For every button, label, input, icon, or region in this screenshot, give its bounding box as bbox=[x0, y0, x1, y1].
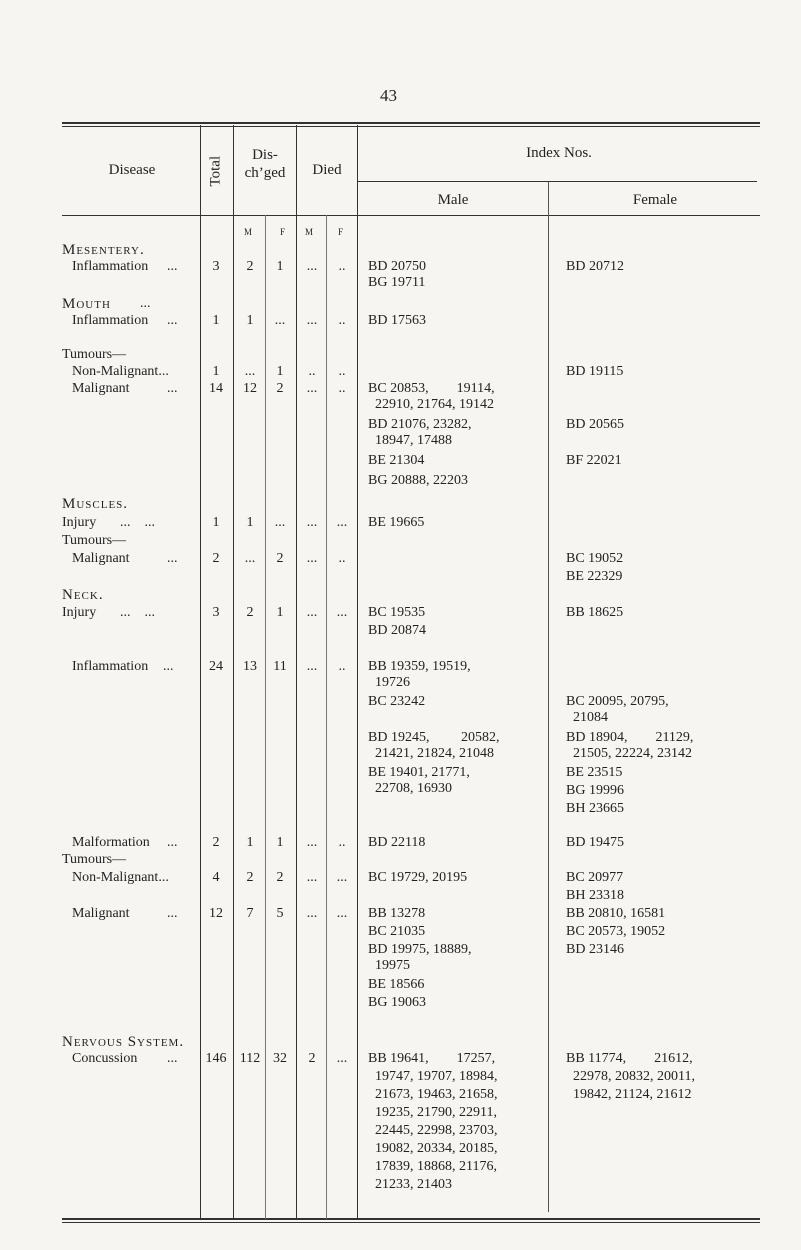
header-male: Male bbox=[437, 192, 469, 208]
female-index: 22978, 20832, 20011, bbox=[566, 1069, 695, 1084]
discharged-male: 2 bbox=[246, 870, 254, 885]
male-index: 22445, 22998, 23703, bbox=[368, 1123, 498, 1138]
male-index: BD 20874 bbox=[368, 623, 426, 638]
male-index: BD 17563 bbox=[368, 313, 426, 328]
died-male: ... bbox=[306, 906, 318, 921]
female-index: BG 19996 bbox=[566, 783, 624, 798]
died-female: ... bbox=[336, 870, 348, 885]
disease-label: Inflammation bbox=[72, 313, 149, 328]
dots: ... bbox=[140, 296, 151, 311]
total-value: 3 bbox=[212, 605, 220, 620]
total-value: 3 bbox=[212, 259, 220, 274]
sub-m: M bbox=[305, 227, 315, 237]
header-female: Female bbox=[632, 192, 678, 208]
discharged-male: 7 bbox=[246, 906, 254, 921]
died-female: .. bbox=[338, 381, 346, 396]
discharged-female: ... bbox=[274, 515, 286, 530]
discharged-female: 32 bbox=[273, 1051, 287, 1066]
female-index: BD 20712 bbox=[566, 259, 624, 274]
disease-label: Malignant bbox=[72, 906, 130, 921]
female-index: BD 23146 bbox=[566, 942, 624, 957]
discharged-female: 1 bbox=[276, 835, 284, 850]
total-value: 4 bbox=[212, 870, 220, 885]
sub-f: F bbox=[280, 227, 287, 237]
section-label: Mouth bbox=[62, 296, 111, 312]
female-index: BB 11774, 21612, bbox=[566, 1051, 693, 1066]
index-subrule bbox=[357, 181, 757, 182]
total-value: 12 bbox=[209, 906, 223, 921]
female-index: BB 20810, 16581 bbox=[566, 906, 666, 921]
male-index: BC 20853, 19114, bbox=[368, 381, 495, 396]
section-label: Neck. bbox=[62, 587, 104, 603]
male-index: BD 20750 bbox=[368, 259, 426, 274]
died-male: ... bbox=[306, 259, 318, 274]
dots: ... bbox=[167, 259, 178, 274]
died-male: ... bbox=[306, 551, 318, 566]
discharged-female: 11 bbox=[273, 659, 287, 674]
male-index: 17839, 18868, 21176, bbox=[368, 1159, 497, 1174]
total-value: 14 bbox=[209, 381, 223, 396]
discharged-female: 1 bbox=[276, 364, 284, 379]
header-total: Total bbox=[207, 155, 224, 187]
male-index: 21421, 21824, 21048 bbox=[368, 746, 494, 761]
died-female: .. bbox=[338, 835, 346, 850]
died-male: ... bbox=[306, 381, 318, 396]
female-index: BD 19475 bbox=[566, 835, 624, 850]
female-index: 19842, 21124, 21612 bbox=[566, 1087, 692, 1102]
male-index: BG 20888, 22203 bbox=[368, 473, 468, 488]
dots: ... bbox=[167, 551, 178, 566]
section-label: Nervous System. bbox=[62, 1034, 185, 1050]
male-index: 22910, 21764, 19142 bbox=[368, 397, 494, 412]
died-male: ... bbox=[306, 870, 318, 885]
disease-label: Non-Malignant... bbox=[72, 870, 169, 885]
group-label: Tumours— bbox=[62, 852, 127, 867]
page-number: 43 bbox=[380, 86, 397, 105]
female-index: BC 20095, 20795, bbox=[566, 694, 669, 709]
male-index: BE 21304 bbox=[368, 453, 425, 468]
discharged-male: 1 bbox=[246, 835, 254, 850]
died-female: .. bbox=[338, 259, 346, 274]
header-rule bbox=[62, 215, 760, 216]
header-discharged: Dis- ch’ged bbox=[244, 147, 286, 181]
female-index: 21084 bbox=[566, 710, 608, 725]
total-value: 24 bbox=[209, 659, 223, 674]
dots: ... bbox=[163, 659, 174, 674]
male-index: BB 13278 bbox=[368, 906, 426, 921]
discharged-female: 1 bbox=[276, 259, 284, 274]
dots: ... bbox=[167, 381, 178, 396]
male-index: BE 18566 bbox=[368, 977, 425, 992]
top-rule-thin bbox=[62, 126, 760, 127]
dots: ... bbox=[167, 313, 178, 328]
sub-f: F bbox=[338, 227, 345, 237]
discharged-male: 2 bbox=[246, 259, 254, 274]
male-index: BB 19641, 17257, bbox=[368, 1051, 496, 1066]
died-male: ... bbox=[306, 659, 318, 674]
sub-m: M bbox=[244, 227, 254, 237]
header-index: Index Nos. bbox=[526, 145, 592, 161]
male-index: 19726 bbox=[368, 675, 410, 690]
died-female: ... bbox=[336, 515, 348, 530]
female-index: BC 19052 bbox=[566, 551, 624, 566]
discharged-male: 13 bbox=[243, 659, 257, 674]
disease-label: Malignant bbox=[72, 381, 130, 396]
header-died: Died bbox=[312, 162, 342, 178]
bottom-rule bbox=[62, 1218, 760, 1220]
female-index: BD 18904, 21129, bbox=[566, 730, 694, 745]
male-index: 19082, 20334, 20185, bbox=[368, 1141, 498, 1156]
col-divider bbox=[233, 125, 234, 1219]
died-male: ... bbox=[306, 835, 318, 850]
section-label: Muscles. bbox=[62, 496, 129, 512]
discharged-male: 12 bbox=[243, 381, 257, 396]
male-index: BG 19711 bbox=[368, 275, 426, 290]
female-index: BB 18625 bbox=[566, 605, 624, 620]
group-label: Tumours— bbox=[62, 533, 127, 548]
col-divider-sex bbox=[548, 182, 549, 1212]
male-index: BB 19359, 19519, bbox=[368, 659, 471, 674]
died-female: .. bbox=[338, 551, 346, 566]
died-male: ... bbox=[306, 605, 318, 620]
male-index: 21233, 21403 bbox=[368, 1177, 452, 1192]
male-index: BD 21076, 23282, bbox=[368, 417, 472, 432]
female-index: BD 20565 bbox=[566, 417, 624, 432]
male-index: BC 21035 bbox=[368, 924, 426, 939]
bottom-rule-thin bbox=[62, 1222, 760, 1223]
discharged-male: 1 bbox=[246, 515, 254, 530]
discharged-male: ... bbox=[244, 364, 256, 379]
died-male: ... bbox=[306, 313, 318, 328]
male-index: BC 19729, 20195 bbox=[368, 870, 468, 885]
total-value: 2 bbox=[212, 551, 220, 566]
male-index: BE 19401, 21771, bbox=[368, 765, 470, 780]
dots: ... bbox=[167, 906, 178, 921]
male-index: BC 19535 bbox=[368, 605, 426, 620]
disease-label: Concussion bbox=[72, 1051, 138, 1066]
female-index: BH 23318 bbox=[566, 888, 624, 903]
male-index: 21673, 19463, 21658, bbox=[368, 1087, 498, 1102]
female-index: 21505, 22224, 23142 bbox=[566, 746, 692, 761]
male-index: BC 23242 bbox=[368, 694, 426, 709]
female-index: BH 23665 bbox=[566, 801, 624, 816]
total-value: 146 bbox=[205, 1051, 227, 1066]
discharged-male: 2 bbox=[246, 605, 254, 620]
disease-label: Malformation bbox=[72, 835, 150, 850]
section-label: Mesentery. bbox=[62, 242, 145, 258]
female-index: BD 19115 bbox=[566, 364, 624, 379]
disease-label: Injury bbox=[62, 605, 97, 620]
female-index: BE 23515 bbox=[566, 765, 623, 780]
male-index: 22708, 16930 bbox=[368, 781, 452, 796]
discharged-female: 1 bbox=[276, 605, 284, 620]
died-female: ... bbox=[336, 605, 348, 620]
male-index: 19975 bbox=[368, 958, 410, 973]
disease-label: Malignant bbox=[72, 551, 130, 566]
dots: ... bbox=[167, 835, 178, 850]
discharged-female: 2 bbox=[276, 381, 284, 396]
group-label: Tumours— bbox=[62, 347, 127, 362]
died-male: .. bbox=[308, 364, 316, 379]
male-index: BD 19975, 18889, bbox=[368, 942, 472, 957]
col-divider bbox=[357, 125, 358, 1219]
disease-label: Injury bbox=[62, 515, 97, 530]
died-male: 2 bbox=[308, 1051, 316, 1066]
top-rule bbox=[62, 122, 760, 124]
male-index: 19235, 21790, 22911, bbox=[368, 1105, 497, 1120]
discharged-female: 2 bbox=[276, 870, 284, 885]
total-value: 1 bbox=[212, 313, 220, 328]
female-index: BE 22329 bbox=[566, 569, 623, 584]
discharged-female: 5 bbox=[276, 906, 284, 921]
discharged-female: ... bbox=[274, 313, 286, 328]
discharged-male: ... bbox=[244, 551, 256, 566]
died-female: .. bbox=[338, 313, 346, 328]
male-index: BG 19063 bbox=[368, 995, 426, 1010]
total-value: 1 bbox=[212, 515, 220, 530]
male-index: BE 19665 bbox=[368, 515, 425, 530]
died-female: .. bbox=[338, 659, 346, 674]
died-female: ... bbox=[336, 906, 348, 921]
died-female: ... bbox=[336, 1051, 348, 1066]
discharged-female: 2 bbox=[276, 551, 284, 566]
disease-label: Non-Malignant... bbox=[72, 364, 169, 379]
disease-label: Inflammation bbox=[72, 259, 149, 274]
male-index: BD 22118 bbox=[368, 835, 426, 850]
total-value: 2 bbox=[212, 835, 220, 850]
discharged-male: 1 bbox=[246, 313, 254, 328]
female-index: BC 20573, 19052 bbox=[566, 924, 666, 939]
male-index: BD 19245, 20582, bbox=[368, 730, 500, 745]
dots: ... bbox=[167, 1051, 178, 1066]
male-index: 18947, 17488 bbox=[368, 433, 452, 448]
dots: ... ... bbox=[120, 605, 155, 620]
died-female: .. bbox=[338, 364, 346, 379]
disease-label: Inflammation bbox=[72, 659, 149, 674]
header-disease: Disease bbox=[108, 162, 156, 178]
female-index: BC 20977 bbox=[566, 870, 624, 885]
discharged-male: 112 bbox=[239, 1051, 261, 1066]
total-value: 1 bbox=[212, 364, 220, 379]
female-index: BF 22021 bbox=[566, 453, 622, 468]
died-male: ... bbox=[306, 515, 318, 530]
male-index: 19747, 19707, 18984, bbox=[368, 1069, 498, 1084]
dots: ... ... bbox=[120, 515, 155, 530]
